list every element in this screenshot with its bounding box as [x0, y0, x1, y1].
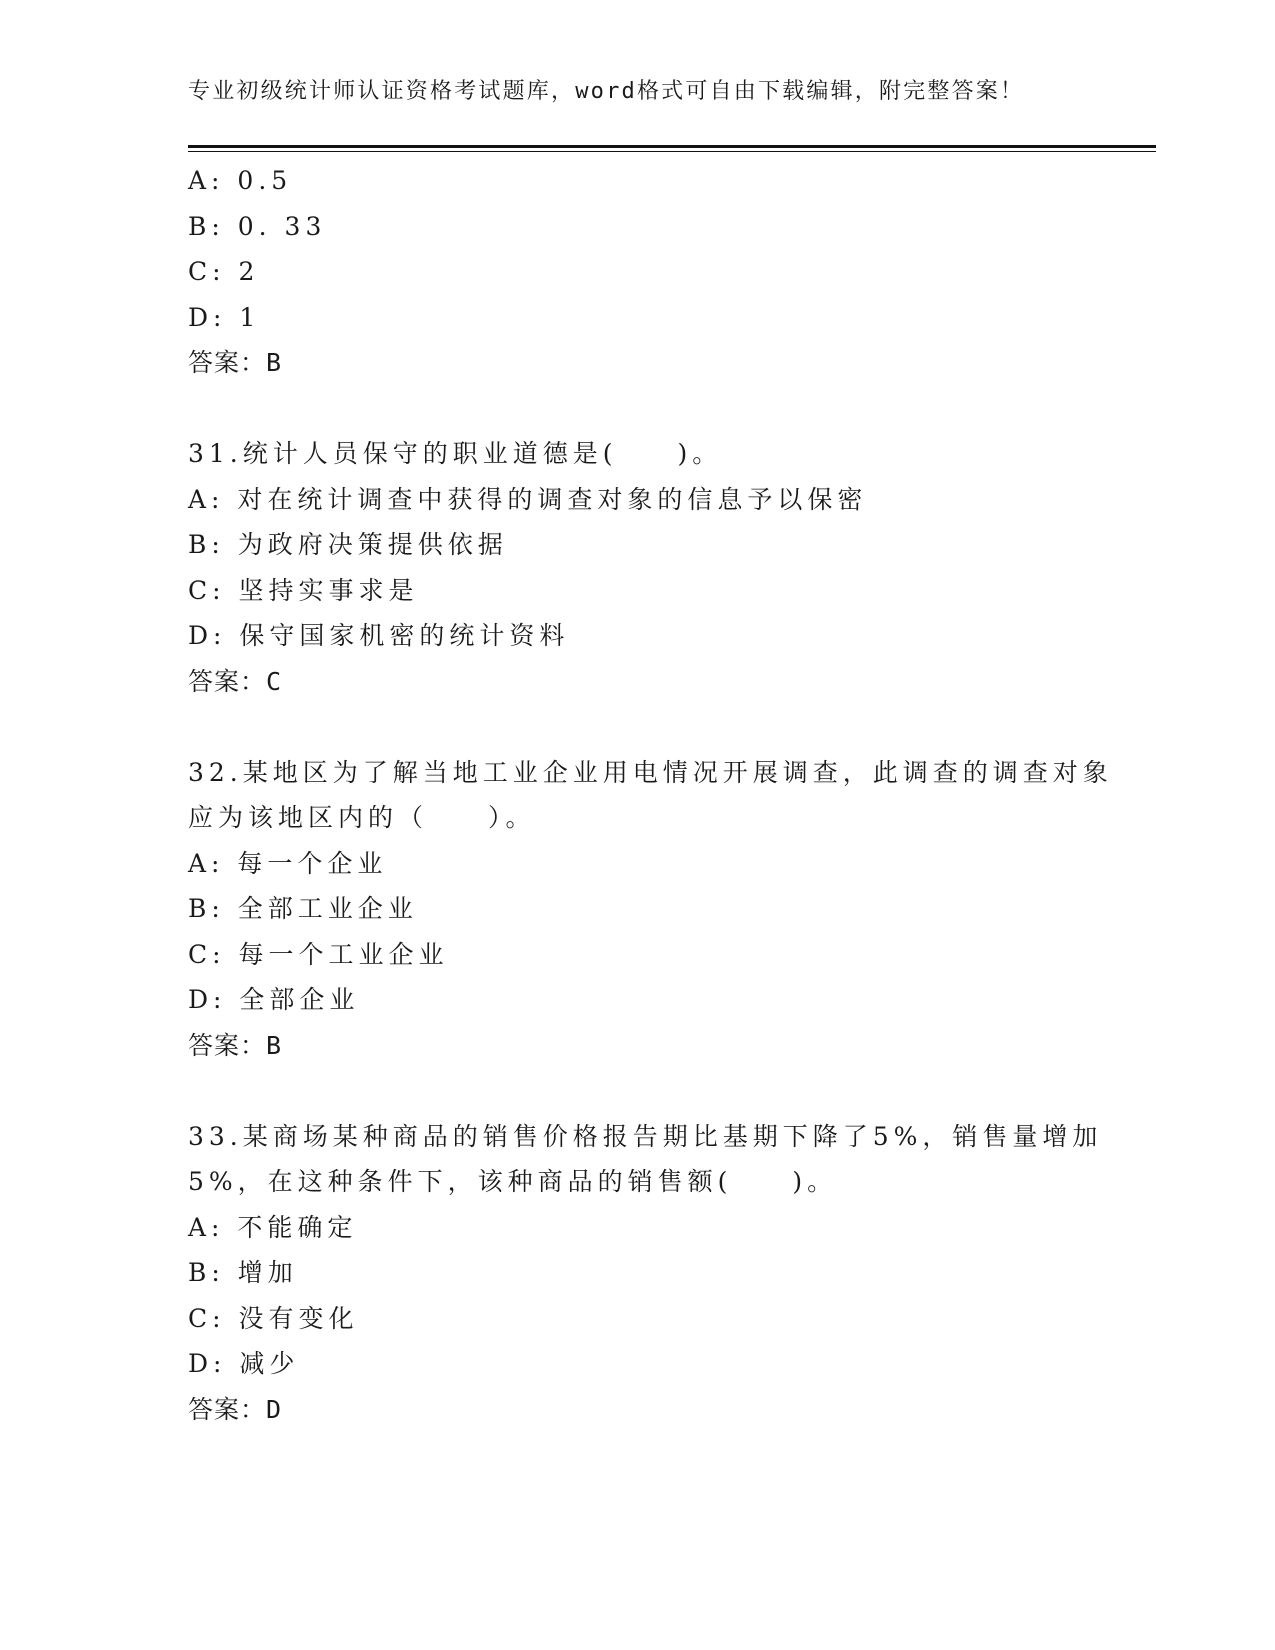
answer-line: 答案：C: [188, 666, 283, 696]
spacer: [188, 704, 1088, 750]
question-stem-line-1: 33.某商场某种商品的销售价格报告期比基期下降了5%，销售量增加: [188, 1121, 1103, 1151]
option-b: B: 全部工业企业: [188, 894, 418, 923]
header-rule-thick: [188, 145, 1156, 148]
question-31: [188, 431, 1088, 704]
question-stem-line-2: 5%，在这种条件下，该种商品的销售额( )。: [188, 1167, 838, 1196]
question-stem-line-1: 32.某地区为了解当地工业企业用电情况开展调查，此调查的调查对象: [188, 757, 1113, 787]
option-a: A: 对在统计调查中获得的调查对象的信息予以保密: [188, 484, 868, 514]
option-c: C: 每一个工业企业: [188, 939, 449, 969]
option-a: A: 不能确定: [188, 1212, 358, 1242]
question-33: [188, 1114, 1103, 1433]
spacer: [188, 386, 1088, 432]
option-b: B: 0. 33: [188, 211, 327, 241]
spacer: [188, 1068, 1088, 1114]
option-c: C: 坚持实事求是: [188, 575, 419, 605]
option-b: B: 为政府决策提供依据: [188, 530, 508, 559]
option-c: C: 2: [188, 257, 260, 286]
option-d: D: 保守国家机密的统计资料: [188, 621, 570, 650]
header-rule-thin: [188, 151, 1156, 152]
answer-line: 答案：B: [188, 1030, 283, 1060]
question-stem: 31.统计人员保守的职业道德是( )。: [188, 439, 723, 468]
option-a: A: 每一个企业: [188, 848, 388, 878]
option-d: D: 全部企业: [188, 985, 360, 1014]
option-d: D: 1: [188, 302, 261, 332]
option-b: B: 增加: [188, 1258, 298, 1287]
option-c: C: 没有变化: [188, 1303, 359, 1333]
option-a: A: 0.5: [188, 166, 293, 195]
answer-line: 答案：D: [188, 1394, 283, 1424]
page-header: 专业初级统计师认证资格考试题库，word格式可自由下载编辑，附完整答案！: [188, 79, 1025, 104]
question-32: [188, 750, 1113, 1069]
option-d: D: 减少: [188, 1349, 300, 1378]
document-body: [188, 158, 1113, 1432]
question-stem-line-2: 应为该地区内的（ ）。: [188, 803, 536, 832]
answer-line: 答案：B: [188, 348, 283, 377]
prev-question-block: [188, 158, 1088, 386]
